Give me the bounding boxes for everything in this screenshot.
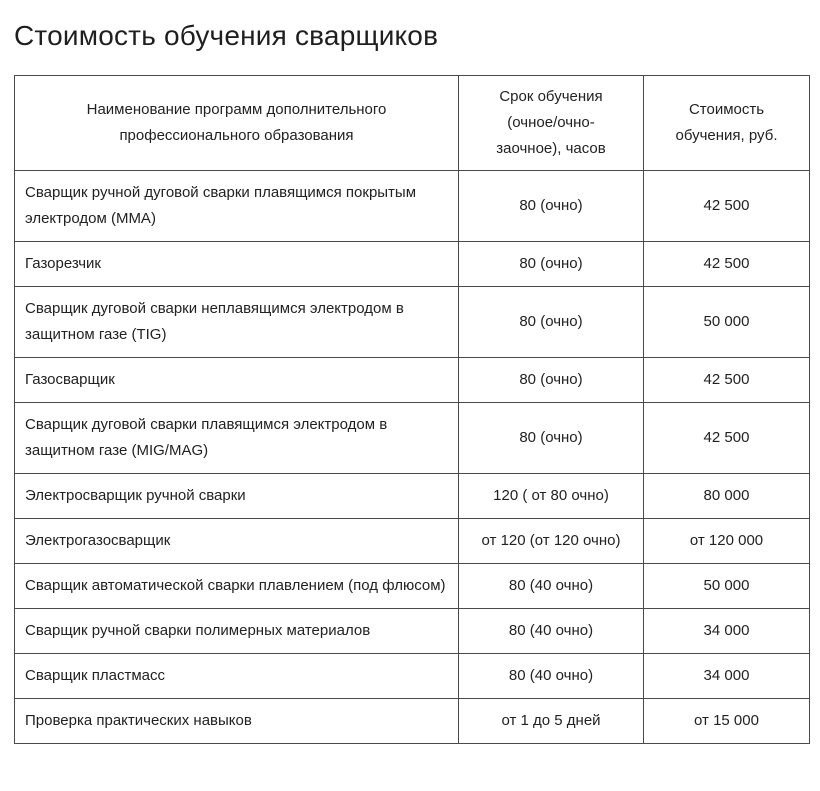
table-row xyxy=(15,699,810,744)
cost-cell: 42 500 xyxy=(644,242,810,287)
table-header-row xyxy=(15,76,810,171)
table-row xyxy=(15,242,810,287)
cost-cell: 42 500 xyxy=(644,171,810,242)
table-row xyxy=(15,358,810,403)
duration-cell: от 120 (от 120 очно) xyxy=(459,519,644,564)
duration-cell: 80 (40 очно) xyxy=(459,609,644,654)
program-cell: Сварщик ручной дуговой сварки плавящимся покрытым электродом (MMA) xyxy=(15,171,459,242)
duration-cell: 80 (очно) xyxy=(459,287,644,358)
cost-cell: 34 000 xyxy=(644,654,810,699)
program-cell: Электрогазосварщик xyxy=(15,519,459,564)
pricing-table xyxy=(14,75,810,744)
duration-cell: 120 ( от 80 очно) xyxy=(459,474,644,519)
table-header-duration: Срок обучения (очное/очно-заочное), часов xyxy=(459,76,644,171)
duration-cell: 80 (очно) xyxy=(459,171,644,242)
program-cell: Сварщик пластмасс xyxy=(15,654,459,699)
table-row xyxy=(15,474,810,519)
program-cell: Электросварщик ручной сварки xyxy=(15,474,459,519)
table-row xyxy=(15,171,810,242)
program-cell: Сварщик автоматической сварки плавлением (под флюсом) xyxy=(15,564,459,609)
duration-cell: 80 (40 очно) xyxy=(459,564,644,609)
table-header-cost: Стоимость обучения, руб. xyxy=(644,76,810,171)
cost-cell: 80 000 xyxy=(644,474,810,519)
cost-cell: 42 500 xyxy=(644,403,810,474)
duration-cell: от 1 до 5 дней xyxy=(459,699,644,744)
table-row xyxy=(15,564,810,609)
program-cell: Газосварщик xyxy=(15,358,459,403)
program-cell: Проверка практических навыков xyxy=(15,699,459,744)
duration-cell: 80 (40 очно) xyxy=(459,654,644,699)
table-row xyxy=(15,403,810,474)
cost-cell: 34 000 xyxy=(644,609,810,654)
program-cell: Газорезчик xyxy=(15,242,459,287)
cost-cell: 50 000 xyxy=(644,287,810,358)
duration-cell: 80 (очно) xyxy=(459,358,644,403)
table-row xyxy=(15,654,810,699)
cost-cell: от 120 000 xyxy=(644,519,810,564)
duration-cell: 80 (очно) xyxy=(459,242,644,287)
cost-cell: 50 000 xyxy=(644,564,810,609)
program-cell: Сварщик дуговой сварки плавящимся электродом в защитном газе (MIG/MAG) xyxy=(15,403,459,474)
program-cell: Сварщик ручной сварки полимерных материалов xyxy=(15,609,459,654)
table-body xyxy=(15,171,810,744)
table-row xyxy=(15,609,810,654)
cost-cell: от 15 000 xyxy=(644,699,810,744)
table-row xyxy=(15,519,810,564)
cost-cell: 42 500 xyxy=(644,358,810,403)
program-cell: Сварщик дуговой сварки неплавящимся электродом в защитном газе (TIG) xyxy=(15,287,459,358)
table-header-program: Наименование программ дополнительного профессионального образования xyxy=(15,76,459,171)
duration-cell: 80 (очно) xyxy=(459,403,644,474)
table-row xyxy=(15,287,810,358)
page-title: Стоимость обучения сварщиков xyxy=(14,20,439,51)
